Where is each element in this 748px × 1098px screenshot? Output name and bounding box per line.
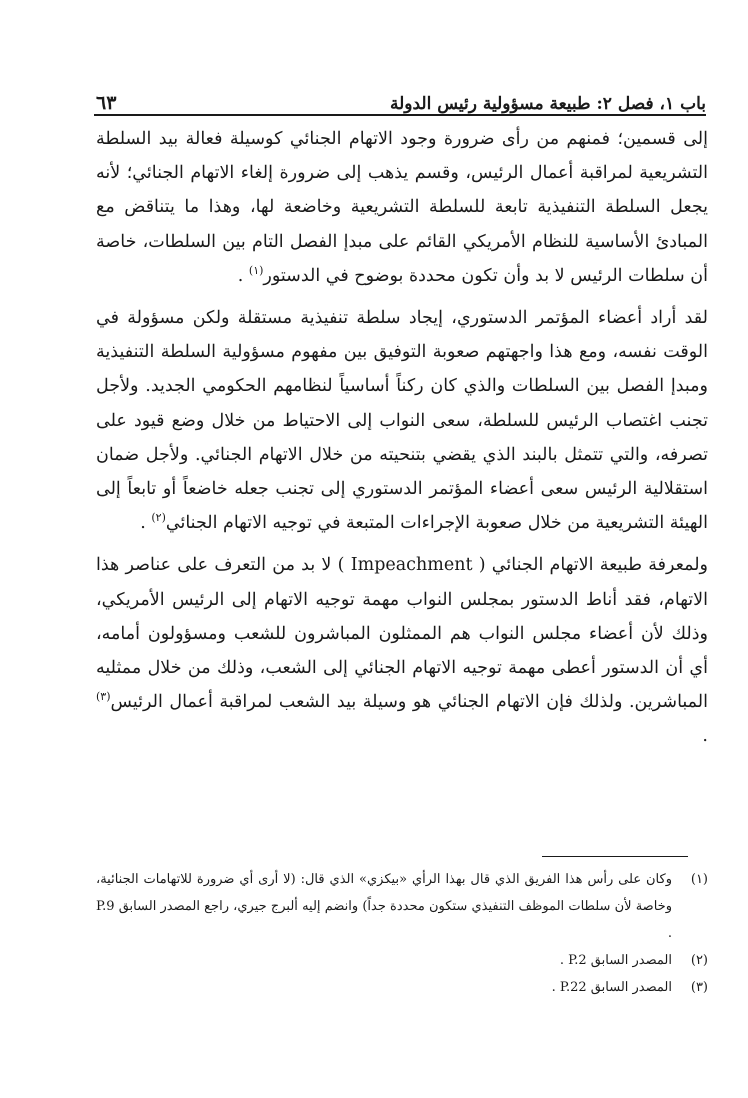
footnote-text: المصدر السابق P.2 .	[559, 953, 672, 968]
footnote-reference: (٣)	[96, 690, 111, 704]
footnotes	[96, 866, 708, 1001]
footnote-rule	[542, 856, 688, 857]
paragraph-end: .	[237, 265, 244, 286]
page-header	[96, 84, 706, 114]
paragraph-text: لقد أراد أعضاء المؤتمر الدستوري، إيجاد سلطة تنفيذية مستقلة ولكن مسؤولة في الوقت نفسه، ومع هذا واجهتهم صعوبة التوفيق بين مفهوم مسؤولية السلطة التنفيذية ومبدإ الفصل بين السلطات والذي كان ركناً أساسياً لنظامهم الحكومي الجديد. ولأجل تجنب اغتصاب الرئيس للسلطة، سعى النواب إلى الاحتياط من خلال وضع قيود على تصرفه، والتي تتمثل بالبند الذي يقضي بتنحيته من خلال الاتهام الجنائي. ولأجل ضمان استقلالية الرئيس سعى أعضاء المؤتمر الدستوري إلى تجنب جعله خاضعاً أو تابعاً إلى الهيئة التشريعية من خلال صعوبة الإجراءات المتبعة في توجيه الاتهام الجنائي	[96, 308, 708, 534]
header-rule	[94, 114, 706, 116]
paragraph-end: .	[140, 513, 146, 534]
footnote-marker: (١)	[690, 872, 708, 887]
footnote-marker: (٣)	[690, 980, 708, 995]
footnote-marker: (٢)	[690, 953, 708, 968]
paragraph-text: ولمعرفة طبيعة الاتهام الجنائي ( Impeachment ) لا بد من التعرف على عناصر هذا الاتهام، فقد أناط الدستور بمجلس النواب مهمة توجيه الاتهام إلى الرئيس الأمريكي، وذلك لأن أعضاء مجلس النواب هم الممثلون المباشرون للشعب ومسؤولون أمامه، أي أن الدستور أعطى مهمة توجيه الاتهام الجنائي إلى الشعب، وذلك من خلال ممثليه المباشرين. ولذلك فإن الاتهام الجنائي هو وسيلة بيد الشعب لمراقبة أعمال الرئيس	[96, 555, 708, 713]
footnote	[96, 974, 708, 1001]
page-number: ٦٣	[96, 92, 117, 114]
paragraph-end: .	[702, 726, 708, 747]
paragraph	[96, 301, 708, 540]
body-text	[96, 122, 708, 754]
paragraph	[96, 548, 708, 753]
footnote	[96, 866, 708, 947]
footnote-reference: (٢)	[151, 511, 166, 525]
footnote-text: المصدر السابق P.22 .	[551, 980, 672, 995]
running-title: باب ١، فصل ٢: طبيعة مسؤولية رئيس الدولة	[389, 94, 706, 114]
paragraph	[96, 122, 708, 293]
footnote-reference: (١)	[248, 263, 264, 277]
footnote	[96, 947, 708, 974]
paragraph-text: إلى قسمين؛ فمنهم من رأى ضرورة وجود الاتهام الجنائي كوسيلة فعالة بيد السلطة التشريعية لمراقبة أعمال الرئيس، وقسم يذهب إلى ضرورة إلغاء الاتهام الجنائي؛ لأنه يجعل السلطة التنفيذية تابعة للسلطة التشريعية وخاضعة لها، وهذا ما يتناقض مع المبادئ الأساسية للنظام الأمريكي القائم على مبدإ الفصل التام بين السلطات، خاصة أن سلطات الرئيس لا بد وأن تكون محددة بوضوح في الدستور	[96, 129, 708, 286]
footnote-text: وكان على رأس هذا الفريق الذي قال بهذا الرأي «بيكزي» الذي قال: (لا أرى أي ضرورة للاتهامات الجنائية، وخاصة لأن سلطات الموظف التنفيذي ستكون محددة جداً) وانضم إليه ألبرج جيري، راجع المصدر السابق P.9 .	[96, 872, 672, 941]
